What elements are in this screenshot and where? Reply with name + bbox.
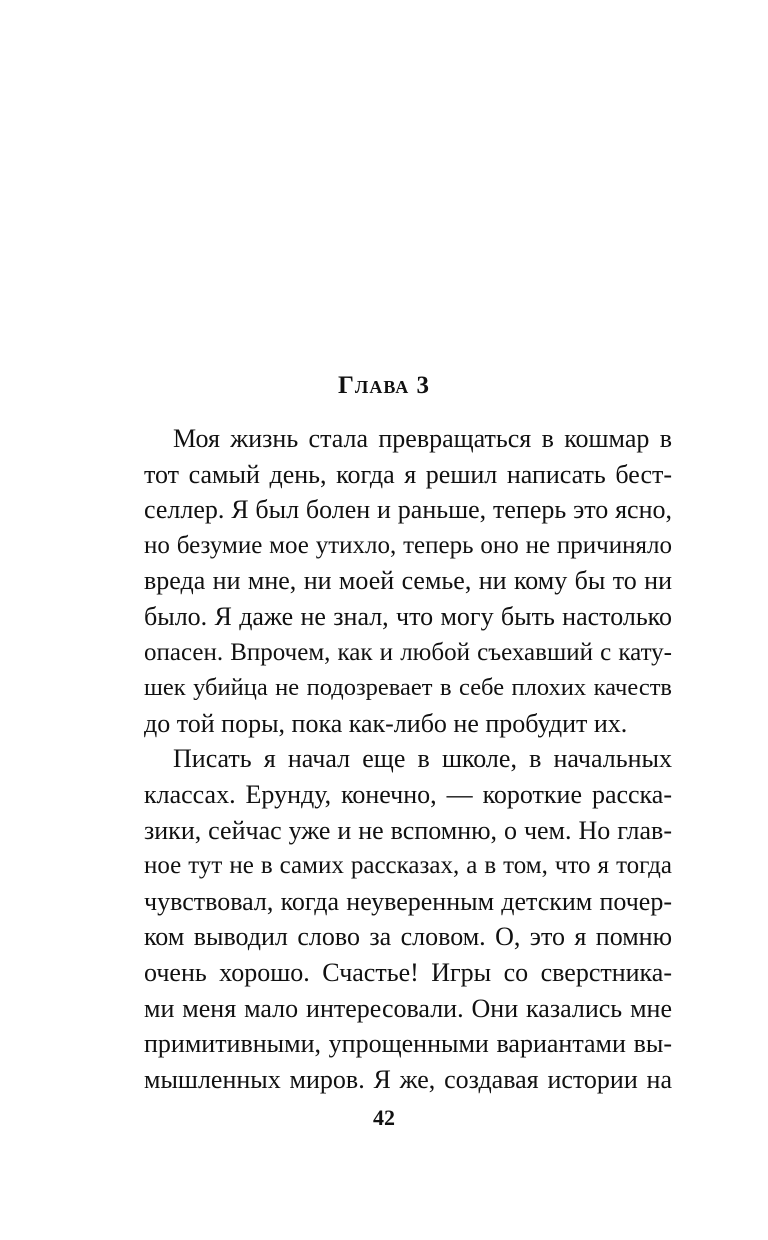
text-line: Писать я начал еще в школе, в начальных <box>173 744 672 774</box>
text-line: вреда ни мне, ни моей семье, ни кому бы то ни <box>144 566 672 596</box>
text-line: очень хорошо. Счастье! Игры со сверстника- <box>144 957 672 987</box>
text-line: ми меня мало интересовали. Они казались мне <box>144 993 672 1023</box>
page-number: 42 <box>373 1105 395 1130</box>
chapter-title: Глава 3 <box>338 372 430 399</box>
text-line: до той поры, пока как-либо не пробудит их. <box>144 708 628 738</box>
text-line: классах. Ерунду, конечно, — короткие расска- <box>144 779 672 809</box>
text-line: тот самый день, когда я решил написать бест- <box>144 459 672 489</box>
text-line: но безумие мое утихло, теперь оно не причиняло <box>144 531 672 559</box>
body-text <box>144 421 672 1097</box>
paragraph-2 <box>144 741 672 1097</box>
text-line: зики, сейчас уже и не вспомню, о чем. Но глав- <box>144 815 672 845</box>
text-line: чувствовал, когда неуверенным детским почер- <box>144 886 672 916</box>
text-line: было. Я даже не знал, что могу быть настолько <box>144 601 672 631</box>
text-line: шек убийца не подозревает в себе плохих качеств <box>144 674 672 702</box>
text-line: опасен. Впрочем, как и любой съехавший с кату- <box>144 638 672 666</box>
text-line: ком выводил слово за словом. О, это я помню <box>144 922 672 952</box>
text-line: Моя жизнь стала превращаться в кошмар в <box>173 424 672 453</box>
paragraph-1 <box>144 421 672 741</box>
text-line: мышленных миров. Я же, создавая истории на <box>144 1064 672 1094</box>
text-line: ное тут не в самих рассказах, а в том, что я тогда <box>144 852 672 880</box>
text-line: селлер. Я был болен и раньше, теперь это ясно, <box>144 495 672 525</box>
text-line: примитивными, упрощенными вариантами вы- <box>144 1029 672 1059</box>
